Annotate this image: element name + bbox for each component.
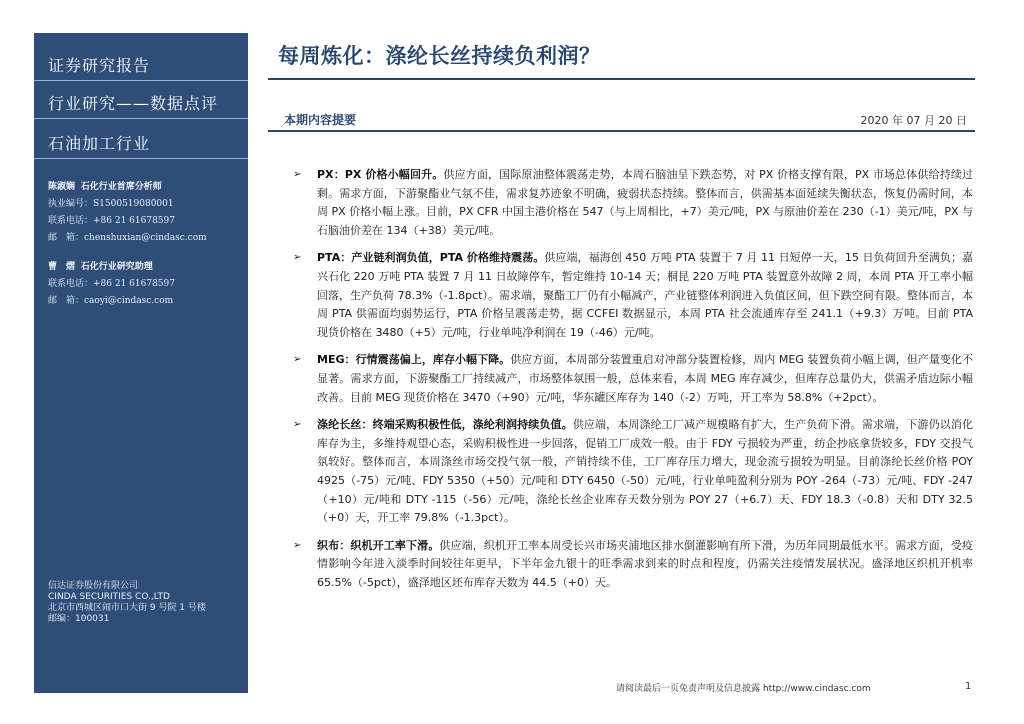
footer-disclaimer[interactable]: 请阅读最后一页免责声明及信息披露 http://www.cindasc.com (616, 684, 871, 694)
company-name-cn: 信达证券股份有限公司 (48, 581, 139, 591)
company-address: 北京市西城区闹市口大街 9 号院 1 号楼 (48, 603, 206, 613)
summary-heading: MEG：行情震荡偏上，库存小幅下降。 (317, 353, 511, 367)
sidebar (34, 33, 248, 693)
report-category-box (34, 33, 248, 81)
summary-body: 供应端，本周涤纶工厂减产规模略有扩大，生产负荷下滑。需求端，下游仍以消化库存为主，多维持观望心态，采购积极性进一步回落，促销工厂成效一般。由于 FDY 亏损较为严重，纺企抄底拿货较多，FDY 交投气氛较好。整体而言，本周涤丝市场交投气氛一般，产销持续不佳，工厂库存压力增大，现金流亏损较为明显。目前涤纶长丝价格 POY 4925（-75）元/吨、FDY 5350（+50）元/吨和 DTY 6450（-50）元/吨，行业单吨盈利分别为 POY -264（-73）元/吨、FDY -247（+10）元/吨和 DTY -115（-56）元/吨，涤纶长丝企业库存天数分别为 POY 27（+6.7）天、FDY 18.3（-0.8）天和 DTY 32.5（+0）天，开工率 79.8%（-1.3pct）。 (317, 418, 974, 525)
report-date: 2020 年 07 月 20 日 (860, 114, 967, 127)
section-label: 本期内容提要 (284, 113, 357, 127)
summary-item-pta (293, 249, 973, 342)
section-header (268, 110, 975, 130)
summary-body: 供应方面，本周部分装置重启对冲部分装置检修，周内 MEG 装置负荷小幅上调，但产量变化不显著。需求方面，下游聚酯工厂持续减产，市场整体氛围一般，总体来看，本周 MEG 库存减少，但库存总量仍大，供需矛盾边际小幅改善。目前 MEG 现货价格在 3470（+90）元/吨，华东罐区库存为 140（-2）万吨，开工率为 58.8%（+2pct）。 (317, 353, 973, 404)
report-title: 每周炼化：涤纶长丝持续负利润？ (278, 44, 601, 68)
analyst-1-phone: 联系电话：+86 21 61678597 (48, 216, 175, 226)
analyst-1-title: 石化行业首席分析师 (80, 182, 162, 192)
summary-list (293, 166, 973, 601)
bullet-arrow-icon: ➢ (293, 354, 302, 366)
page-number: 1 (965, 681, 972, 692)
summary-item-meg (293, 351, 973, 407)
summary-item-px (293, 166, 973, 240)
report-category: 证券研究报告 (48, 56, 151, 75)
company-postcode: 邮编：100031 (48, 614, 110, 624)
analyst-2-title: 石化行业研究助理 (80, 262, 153, 272)
section-divider (268, 130, 975, 132)
summary-body: 供应端，福海创 450 万吨 PTA 装置于 7 月 11 日短停一天，15 日负荷回升至满负；嘉兴石化 220 万吨 PTA 装置 7 月 11 日故障停车，暂定维持 10-14 天；桐昆 220 万吨 PTA 装置意外故障 2 周，本周 PTA 开工率小幅回落，生产负荷 78.3%（-1.8pct）。需求端，聚酯工厂仍有小幅减产，产业链整体利润进入负值区间，但下跌空间有限。整体而言，本周 PTA 供需面均弱势运行，PTA 价格呈震荡走势，据 CCFEI 数据显示，本周 PTA 社会流通库存至 241.1（+9.3）万吨。目前 PTA 现货价格在 3480（+5）元/吨，行业单吨净利润在 19（-46）元/吨。 (317, 251, 973, 339)
analyst-2-email[interactable]: 邮 箱：caoyi@cindasc.com (48, 296, 174, 306)
company-info (48, 581, 206, 625)
industry: 石油加工行业 (48, 134, 151, 153)
summary-heading: PTA：产业链利润负值，PTA 价格维持震荡。 (317, 251, 545, 265)
summary-heading: PX：PX 价格小幅回升。 (317, 168, 444, 181)
report-type-box (34, 80, 248, 119)
summary-heading: 织布：织机开工率下滑。 (317, 538, 440, 552)
bullet-arrow-icon: ➢ (293, 539, 302, 551)
analyst-1-id: 执业编号：S1500519080001 (48, 199, 174, 209)
summary-body: 供应方面，国际原油整体震荡走势，本周石脑油呈下跌态势，对 PX 价格支撑有限，PX 市场总体供给持续过剩。需求方面，下游聚酯业气氛不佳，需求复苏迹象不明确，疲弱状态持续。整体而言，供需基本面延续失衡状态，恢复仍需时间，本周 PX 价格小幅上涨。目前，PX CFR 中国主港价格在 547（与上周相比，+7）美元/吨，PX 与原油价差在 230（-1）美元/吨，PX 与石脑油价差在 134（+38）美元/吨。 (317, 168, 973, 237)
analyst-2 (48, 259, 175, 310)
summary-heading: 涤纶长丝：终端采购积极性低，涤纶利润持续负值。 (317, 418, 573, 432)
report-type: 行业研究——数据点评 (48, 94, 219, 113)
analyst-2-name: 曹 熠 (48, 262, 76, 272)
bullet-arrow-icon: ➢ (293, 169, 302, 180)
bullet-arrow-icon: ➢ (293, 252, 302, 264)
analyst-2-phone: 联系电话：+86 21 61678597 (48, 279, 175, 289)
title-divider (268, 78, 975, 80)
analyst-1-email[interactable]: 邮 箱：chenshuxian@cindasc.com (48, 233, 207, 243)
analyst-1 (48, 179, 207, 247)
summary-body: 供应端，织机开工率本周受长兴市场夹浦地区排水倒灌影响有所下滑，为历年同期最低水平。需求方面，受疫情影响今年进入淡季时间较往年更早，下半年金九银十的旺季需求到来的时点和程度，仍需关注疫情发展状况。盛泽地区织机开机率 65.5%（-5pct），盛泽地区坯布库存天数为 44.5（+0）天。 (317, 538, 973, 589)
analyst-1-name: 陈淑娴 (48, 182, 76, 192)
bullet-arrow-icon: ➢ (293, 419, 302, 431)
summary-item-weaving (293, 537, 973, 593)
industry-box (34, 118, 248, 159)
summary-item-polyester-filament (293, 416, 973, 528)
company-name-en: CINDA SECURITIES CO.,LTD (48, 592, 170, 602)
